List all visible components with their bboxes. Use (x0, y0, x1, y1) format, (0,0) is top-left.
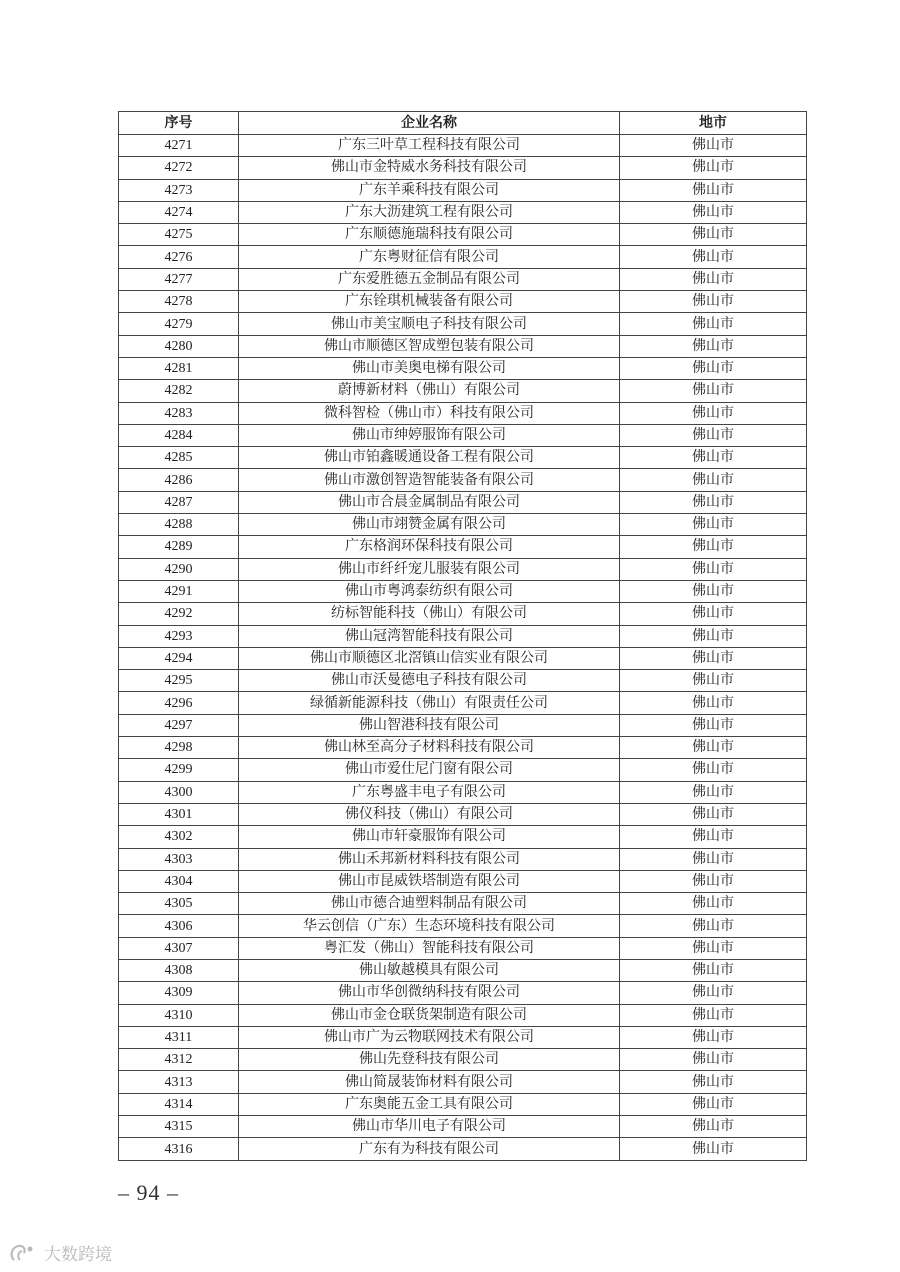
row-index: 4291 (119, 580, 239, 602)
table-row (119, 826, 807, 848)
row-index: 4280 (119, 335, 239, 357)
row-index: 4288 (119, 514, 239, 536)
row-city: 佛山市 (620, 246, 807, 268)
row-index: 4287 (119, 491, 239, 513)
row-city: 佛山市 (620, 157, 807, 179)
row-city: 佛山市 (620, 603, 807, 625)
row-city: 佛山市 (620, 737, 807, 759)
row-city: 佛山市 (620, 402, 807, 424)
row-city: 佛山市 (620, 1026, 807, 1048)
row-city: 佛山市 (620, 201, 807, 223)
row-city: 佛山市 (620, 1116, 807, 1138)
row-index: 4304 (119, 870, 239, 892)
row-city: 佛山市 (620, 848, 807, 870)
row-company-name: 佛山市华创微纳科技有限公司 (239, 982, 620, 1004)
row-company-name: 纺标智能科技（佛山）有限公司 (239, 603, 620, 625)
row-index: 4316 (119, 1138, 239, 1160)
row-index: 4293 (119, 625, 239, 647)
row-city: 佛山市 (620, 291, 807, 313)
table-row (119, 201, 807, 223)
row-company-name: 广东有为科技有限公司 (239, 1138, 620, 1160)
row-company-name: 佛山市金特威水务科技有限公司 (239, 157, 620, 179)
row-city: 佛山市 (620, 1093, 807, 1115)
row-company-name: 佛仪科技（佛山）有限公司 (239, 803, 620, 825)
row-index: 4295 (119, 670, 239, 692)
row-company-name: 佛山市轩豪服饰有限公司 (239, 826, 620, 848)
table-row (119, 848, 807, 870)
enterprise-list-sheet (118, 111, 806, 1161)
row-company-name: 佛山市顺德区智成塑包装有限公司 (239, 335, 620, 357)
row-index: 4313 (119, 1071, 239, 1093)
table-row (119, 246, 807, 268)
table-row (119, 268, 807, 290)
row-index: 4276 (119, 246, 239, 268)
row-city: 佛山市 (620, 893, 807, 915)
row-city: 佛山市 (620, 424, 807, 446)
row-city: 佛山市 (620, 1004, 807, 1026)
page-number: – 94 – (118, 1180, 179, 1205)
row-company-name: 广东爱胜德五金制品有限公司 (239, 268, 620, 290)
row-city: 佛山市 (620, 135, 807, 157)
row-city: 佛山市 (620, 335, 807, 357)
row-index: 4279 (119, 313, 239, 335)
row-company-name: 佛山禾邦新材料科技有限公司 (239, 848, 620, 870)
row-index: 4271 (119, 135, 239, 157)
row-city: 佛山市 (620, 803, 807, 825)
row-index: 4306 (119, 915, 239, 937)
table-row (119, 135, 807, 157)
row-company-name: 佛山市昆威铁塔制造有限公司 (239, 870, 620, 892)
row-index: 4285 (119, 447, 239, 469)
row-city: 佛山市 (620, 224, 807, 246)
row-city: 佛山市 (620, 514, 807, 536)
row-company-name: 佛山敏越模具有限公司 (239, 959, 620, 981)
row-index: 4309 (119, 982, 239, 1004)
row-city: 佛山市 (620, 558, 807, 580)
row-company-name: 佛山市沃曼德电子科技有限公司 (239, 670, 620, 692)
row-company-name: 佛山市激创智造智能装备有限公司 (239, 469, 620, 491)
table-row (119, 1093, 807, 1115)
table-row (119, 714, 807, 736)
row-index: 4272 (119, 157, 239, 179)
table-row (119, 424, 807, 446)
row-index: 4289 (119, 536, 239, 558)
row-company-name: 佛山简晟装饰材料有限公司 (239, 1071, 620, 1093)
row-index: 4282 (119, 380, 239, 402)
watermark (8, 1240, 112, 1265)
row-company-name: 佛山市粤鸿泰纺织有限公司 (239, 580, 620, 602)
table-row (119, 313, 807, 335)
header-index: 序号 (119, 112, 239, 135)
table-row (119, 536, 807, 558)
table-row (119, 335, 807, 357)
row-city: 佛山市 (620, 357, 807, 379)
row-city: 佛山市 (620, 580, 807, 602)
row-index: 4310 (119, 1004, 239, 1026)
table-header-row (119, 112, 807, 135)
row-company-name: 佛山林至高分子材料科技有限公司 (239, 737, 620, 759)
row-company-name: 佛山市铂鑫暖通设备工程有限公司 (239, 447, 620, 469)
row-index: 4314 (119, 1093, 239, 1115)
row-index: 4275 (119, 224, 239, 246)
row-company-name: 佛山市绅婷服饰有限公司 (239, 424, 620, 446)
table-row (119, 179, 807, 201)
row-company-name: 微科智检（佛山市）科技有限公司 (239, 402, 620, 424)
header-city: 地市 (620, 112, 807, 135)
table-row (119, 803, 807, 825)
row-index: 4300 (119, 781, 239, 803)
table-row (119, 447, 807, 469)
row-company-name: 广东格润环保科技有限公司 (239, 536, 620, 558)
row-index: 4286 (119, 469, 239, 491)
row-city: 佛山市 (620, 937, 807, 959)
row-company-name: 佛山市翊赞金属有限公司 (239, 514, 620, 536)
row-company-name: 广东奥能五金工具有限公司 (239, 1093, 620, 1115)
row-index: 4297 (119, 714, 239, 736)
header-company-name: 企业名称 (239, 112, 620, 135)
table-row (119, 1116, 807, 1138)
row-city: 佛山市 (620, 714, 807, 736)
row-city: 佛山市 (620, 1138, 807, 1160)
table-row (119, 1026, 807, 1048)
table-body (119, 135, 807, 1161)
row-index: 4274 (119, 201, 239, 223)
table-row (119, 982, 807, 1004)
enterprise-table (118, 111, 807, 1161)
row-company-name: 佛山市广为云物联网技术有限公司 (239, 1026, 620, 1048)
row-company-name: 华云创信（广东）生态环境科技有限公司 (239, 915, 620, 937)
table-row (119, 357, 807, 379)
row-index: 4283 (119, 402, 239, 424)
row-index: 4311 (119, 1026, 239, 1048)
row-company-name: 广东羊乘科技有限公司 (239, 179, 620, 201)
row-company-name: 佛山冠湾智能科技有限公司 (239, 625, 620, 647)
table-row (119, 469, 807, 491)
row-city: 佛山市 (620, 491, 807, 513)
row-city: 佛山市 (620, 179, 807, 201)
row-city: 佛山市 (620, 469, 807, 491)
row-company-name: 广东顺德施瑞科技有限公司 (239, 224, 620, 246)
row-index: 4277 (119, 268, 239, 290)
table-row (119, 959, 807, 981)
table-row (119, 580, 807, 602)
row-city: 佛山市 (620, 380, 807, 402)
brand-logo-icon (8, 1242, 38, 1264)
row-index: 4302 (119, 826, 239, 848)
table-row (119, 915, 807, 937)
row-city: 佛山市 (620, 982, 807, 1004)
row-city: 佛山市 (620, 1049, 807, 1071)
row-city: 佛山市 (620, 692, 807, 714)
table-row (119, 781, 807, 803)
row-city: 佛山市 (620, 268, 807, 290)
row-index: 4303 (119, 848, 239, 870)
row-index: 4308 (119, 959, 239, 981)
row-city: 佛山市 (620, 781, 807, 803)
table-row (119, 402, 807, 424)
row-city: 佛山市 (620, 625, 807, 647)
row-city: 佛山市 (620, 536, 807, 558)
row-city: 佛山市 (620, 959, 807, 981)
table-row (119, 692, 807, 714)
row-index: 4301 (119, 803, 239, 825)
row-company-name: 佛山先登科技有限公司 (239, 1049, 620, 1071)
row-index: 4312 (119, 1049, 239, 1071)
table-row (119, 224, 807, 246)
table-row (119, 380, 807, 402)
row-company-name: 佛山市华川电子有限公司 (239, 1116, 620, 1138)
row-index: 4315 (119, 1116, 239, 1138)
row-company-name: 广东粤盛丰电子有限公司 (239, 781, 620, 803)
row-company-name: 佛山智港科技有限公司 (239, 714, 620, 736)
table-row (119, 514, 807, 536)
row-index: 4281 (119, 357, 239, 379)
table-row (119, 759, 807, 781)
row-company-name: 广东三叶草工程科技有限公司 (239, 135, 620, 157)
row-city: 佛山市 (620, 915, 807, 937)
row-city: 佛山市 (620, 313, 807, 335)
row-index: 4296 (119, 692, 239, 714)
row-company-name: 佛山市合晨金属制品有限公司 (239, 491, 620, 513)
row-index: 4294 (119, 647, 239, 669)
table-row (119, 625, 807, 647)
row-company-name: 广东大沥建筑工程有限公司 (239, 201, 620, 223)
row-city: 佛山市 (620, 759, 807, 781)
row-index: 4284 (119, 424, 239, 446)
row-company-name: 广东粤财征信有限公司 (239, 246, 620, 268)
row-company-name: 佛山市顺德区北滘镇山信实业有限公司 (239, 647, 620, 669)
row-index: 4299 (119, 759, 239, 781)
table-row (119, 491, 807, 513)
row-company-name: 佛山市纤纤宠儿服装有限公司 (239, 558, 620, 580)
row-city: 佛山市 (620, 670, 807, 692)
table-row (119, 870, 807, 892)
row-city: 佛山市 (620, 826, 807, 848)
row-company-name: 佛山市美宝顺电子科技有限公司 (239, 313, 620, 335)
table-row (119, 937, 807, 959)
table-row (119, 647, 807, 669)
row-city: 佛山市 (620, 1071, 807, 1093)
row-company-name: 绿循新能源科技（佛山）有限责任公司 (239, 692, 620, 714)
row-city: 佛山市 (620, 870, 807, 892)
row-city: 佛山市 (620, 447, 807, 469)
table-row (119, 1049, 807, 1071)
watermark-text: 大数跨境 (44, 1245, 112, 1265)
row-index: 4273 (119, 179, 239, 201)
row-company-name: 佛山市德合迪塑料制品有限公司 (239, 893, 620, 915)
row-company-name: 佛山市爱仕尼门窗有限公司 (239, 759, 620, 781)
row-index: 4305 (119, 893, 239, 915)
row-company-name: 佛山市金仓联货架制造有限公司 (239, 1004, 620, 1026)
table-row (119, 1071, 807, 1093)
row-index: 4298 (119, 737, 239, 759)
table-row (119, 603, 807, 625)
table-row (119, 558, 807, 580)
table-row (119, 157, 807, 179)
table-row (119, 893, 807, 915)
table-row (119, 291, 807, 313)
row-index: 4292 (119, 603, 239, 625)
row-index: 4290 (119, 558, 239, 580)
row-company-name: 佛山市美奥电梯有限公司 (239, 357, 620, 379)
table-row (119, 737, 807, 759)
table-row (119, 670, 807, 692)
row-company-name: 粤汇发（佛山）智能科技有限公司 (239, 937, 620, 959)
row-company-name: 广东铨琪机械装备有限公司 (239, 291, 620, 313)
table-row (119, 1138, 807, 1160)
table-row (119, 1004, 807, 1026)
row-company-name: 蔚博新材料（佛山）有限公司 (239, 380, 620, 402)
row-index: 4307 (119, 937, 239, 959)
row-index: 4278 (119, 291, 239, 313)
row-city: 佛山市 (620, 647, 807, 669)
